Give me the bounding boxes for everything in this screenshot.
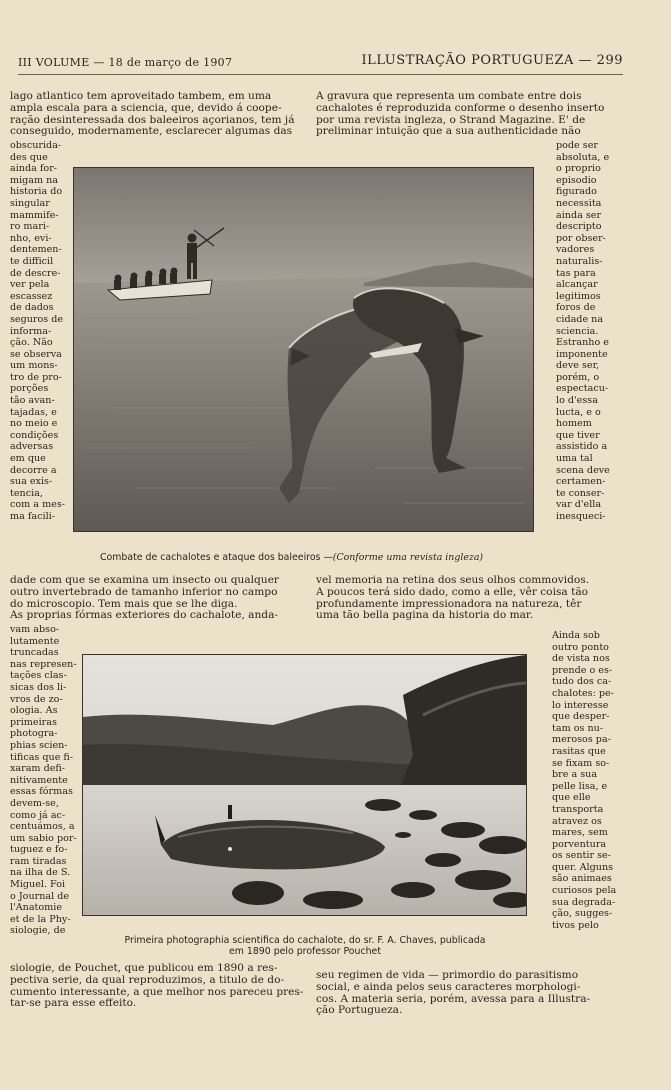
text-line: ração desinteressada dos baleeiros açorianos, tem já bbox=[10, 113, 295, 126]
text-line: tão avan- bbox=[10, 395, 55, 407]
text-line: vel memoria na retina dos seus olhos commovidos. bbox=[316, 574, 590, 586]
text-line: episodio bbox=[556, 174, 597, 186]
text-line: tajadas, e bbox=[10, 406, 57, 418]
text-line: que tiver bbox=[556, 429, 600, 441]
text-line: com a mes- bbox=[10, 499, 66, 511]
page-header bbox=[18, 52, 623, 75]
text-line: uma tal bbox=[556, 453, 593, 465]
text-line: o Journal de bbox=[10, 890, 70, 902]
text-line: As proprias fórmas exteriores do cachalote, anda- bbox=[10, 609, 278, 622]
text-line: nitivamente bbox=[10, 774, 68, 786]
text-line: mares, sem bbox=[552, 827, 608, 839]
text-line: deve ser, bbox=[556, 360, 600, 372]
whale-combat-illustration bbox=[73, 167, 534, 532]
text-line: cos. A materia seria, porém, avessa para a Illustra- bbox=[316, 992, 591, 1005]
text-line: inesqueci- bbox=[556, 511, 606, 522]
text-line: des que bbox=[10, 151, 48, 163]
text-line: tar-se para esse effeito. bbox=[10, 997, 137, 1010]
text-line: transporta bbox=[552, 803, 604, 815]
text-line: na ilha de S. bbox=[10, 867, 71, 879]
text-line: cumento interessante, a que melhor nos pareceu pres- bbox=[10, 985, 304, 998]
figure2-caption-line2: em 1890 pelo professor Pouchet bbox=[228, 946, 382, 957]
text-line: quer. Alguns bbox=[552, 861, 614, 873]
text-line: dade com que se examina um insecto ou qualquer bbox=[10, 574, 279, 586]
left-narrow-column bbox=[10, 140, 65, 523]
text-line: outro invertebrado de tamanho inferior no campo bbox=[10, 585, 278, 598]
text-line: ainda ser bbox=[556, 209, 602, 221]
text-line: descripto bbox=[556, 221, 602, 233]
text-line: um mons- bbox=[10, 360, 58, 372]
text-line: essas fórmas bbox=[10, 786, 73, 798]
right-column-top bbox=[316, 91, 616, 138]
text-line: lo d'essa bbox=[556, 395, 598, 407]
text-line: devem-se, bbox=[10, 797, 59, 809]
text-line: tuguez e fo- bbox=[10, 844, 68, 856]
text-line: singular bbox=[10, 197, 50, 209]
text-line: truncadas bbox=[10, 647, 59, 659]
text-line: social, e ainda pelos seus caracteres morphologi- bbox=[316, 980, 581, 993]
text-line: no meio e bbox=[10, 418, 58, 430]
text-line: conseguido, modernamente, esclarecer algumas das bbox=[10, 125, 293, 138]
text-line: vam abso- bbox=[10, 624, 60, 635]
text-line: te difficil bbox=[10, 255, 54, 267]
text-line: do microscopio. Tem mais que se lhe diga. bbox=[10, 597, 238, 610]
text-line: centuámos, a bbox=[10, 821, 75, 833]
right-narrow-column-2 bbox=[552, 630, 618, 931]
text-line: nas represen- bbox=[10, 658, 77, 670]
text-line: que desper- bbox=[552, 711, 610, 723]
text-line: tencia, bbox=[10, 487, 43, 499]
text-line: adversas bbox=[10, 441, 54, 453]
text-line: te conser- bbox=[556, 487, 605, 499]
text-line: sicas dos li- bbox=[10, 681, 67, 693]
text-line: pectiva serie, da qual reproduzimos, a titulo de do- bbox=[10, 973, 285, 986]
text-line: ma facili- bbox=[10, 511, 55, 522]
text-line: figurado bbox=[556, 186, 597, 198]
text-line: tro de pro- bbox=[10, 371, 62, 383]
text-line: lucta, e o bbox=[556, 406, 601, 418]
text-line: os sentir se- bbox=[552, 850, 611, 862]
text-line: prende o es- bbox=[552, 664, 613, 676]
text-line: tas para bbox=[556, 267, 596, 279]
text-line: naturalis- bbox=[556, 255, 603, 267]
text-line: mammife- bbox=[10, 209, 59, 221]
text-line: seguros de bbox=[10, 313, 64, 325]
text-line: sua exis- bbox=[10, 476, 53, 488]
text-line: var d'ella bbox=[556, 499, 602, 511]
text-line: scena deve bbox=[556, 464, 610, 476]
text-line: absoluta, e bbox=[556, 151, 610, 163]
left-column-top bbox=[10, 91, 298, 138]
text-line: sua degrada- bbox=[552, 896, 616, 908]
text-line: de descre- bbox=[10, 267, 61, 279]
text-line: em que bbox=[10, 453, 46, 465]
text-line: ampla escala para a sciencia, que, devido á coope- bbox=[10, 101, 282, 114]
text-line: alcançar bbox=[556, 279, 598, 291]
text-line: certamen- bbox=[556, 476, 606, 488]
text-line: seu regimen de vida — primordio do parasitismo bbox=[316, 969, 579, 981]
header-volume-date: III VOLUME — 18 de março de 1907 bbox=[18, 56, 233, 69]
text-line: vros de zo- bbox=[10, 693, 63, 705]
text-line: pelle lisa, e bbox=[552, 780, 608, 792]
text-line: se fixam so- bbox=[552, 757, 610, 769]
text-line: ologia. As bbox=[10, 705, 58, 717]
text-line: ver pela bbox=[10, 279, 50, 291]
left-column-mid bbox=[10, 575, 298, 622]
text-line: migam na bbox=[10, 174, 59, 186]
left-column-bottom bbox=[10, 963, 315, 1010]
text-line: lo interesse bbox=[552, 699, 609, 711]
figure1-caption-source: (Conforme uma revista ingleza) bbox=[332, 552, 484, 563]
text-line: bre a sua bbox=[552, 769, 598, 781]
right-column-mid bbox=[316, 575, 616, 622]
text-line: uma tão bella pagina da historia do mar. bbox=[316, 609, 534, 622]
text-line: A gravura que representa um combate entre dois bbox=[316, 90, 582, 102]
text-line: porções bbox=[10, 383, 49, 395]
text-line: cidade na bbox=[556, 313, 604, 325]
text-line: que elle bbox=[552, 792, 591, 804]
text-line: pode ser bbox=[556, 140, 598, 151]
text-line: profundamente impressionadora na natureza, têr bbox=[316, 597, 582, 610]
text-line: condições bbox=[10, 429, 59, 441]
text-line: por obser- bbox=[556, 232, 606, 244]
figure2-caption-line1: Primeira photographia scientifica do cachalote, do sr. F. A. Chaves, publicada bbox=[124, 935, 486, 946]
text-line: porém, o bbox=[556, 371, 600, 383]
text-line: ção, sugges- bbox=[552, 908, 613, 920]
text-line: são animaes bbox=[552, 873, 612, 885]
text-line: tivos pelo bbox=[552, 919, 599, 931]
text-line: historia do bbox=[10, 186, 63, 198]
text-line: siologie, de bbox=[10, 925, 66, 937]
text-line: tudo dos ca- bbox=[552, 676, 612, 688]
text-line: preliminar intuição que a sua authenticidade não bbox=[316, 125, 581, 138]
text-line: merosos pa- bbox=[552, 734, 611, 746]
text-line: decorre a bbox=[10, 464, 57, 476]
text-line: ram tiradas bbox=[10, 855, 67, 867]
text-line: de vista nos bbox=[552, 653, 610, 665]
text-line: cachalotes é reproduzida conforme o desenho inserto bbox=[316, 101, 605, 114]
text-line: et de la Phy- bbox=[10, 913, 71, 925]
text-line: informa- bbox=[10, 325, 52, 337]
text-line: tam os nu- bbox=[552, 722, 604, 734]
text-line: ainda for- bbox=[10, 163, 58, 175]
text-line: tificas que fi- bbox=[10, 751, 74, 763]
beached-whale-photograph bbox=[82, 654, 527, 916]
text-line: espectacu- bbox=[556, 383, 609, 395]
text-line: se observa bbox=[10, 348, 62, 360]
text-line: phias scien- bbox=[10, 739, 68, 751]
left-narrow-column-2 bbox=[10, 624, 77, 937]
text-line: tações clas- bbox=[10, 670, 67, 682]
text-line: ro mari- bbox=[10, 221, 50, 233]
figure1-caption bbox=[100, 552, 550, 563]
text-line: lutamente bbox=[10, 635, 60, 647]
figure2-caption bbox=[90, 935, 520, 957]
text-line: curiosos pela bbox=[552, 885, 617, 897]
text-line: lago atlantico tem aproveitado tambem, em uma bbox=[10, 90, 272, 102]
text-line: Miguel. Foi bbox=[10, 879, 66, 891]
text-line: assistido a bbox=[556, 441, 608, 453]
text-line: siologie, de Pouchet, que publicou em 1890 a res- bbox=[10, 962, 278, 974]
text-line: photogra- bbox=[10, 728, 58, 740]
text-line: foros de bbox=[556, 302, 596, 314]
right-column-bottom bbox=[316, 970, 616, 1017]
header-publication-title: ILLUSTRAÇÃO PORTUGUEZA — 299 bbox=[361, 53, 623, 68]
text-line: xaram defi- bbox=[10, 763, 66, 775]
text-line: imponente bbox=[556, 348, 608, 360]
text-line: outro ponto bbox=[552, 641, 609, 653]
text-line: necessita bbox=[556, 197, 602, 209]
text-line: Ainda sob bbox=[552, 630, 600, 641]
text-line: atravez os bbox=[552, 815, 602, 827]
text-line: vadores bbox=[556, 244, 595, 256]
text-line: primeiras bbox=[10, 716, 57, 728]
text-line: por uma revista ingleza, o Strand Magazine. E' de bbox=[316, 113, 586, 126]
text-line: sciencia. bbox=[556, 325, 599, 337]
text-line: legitimos bbox=[556, 290, 601, 302]
text-line: A poucos terá sido dado, como a elle, vêr coisa tão bbox=[316, 585, 589, 598]
text-line: o proprio bbox=[556, 163, 601, 175]
text-line: Estranho e bbox=[556, 337, 609, 349]
text-line: escassez bbox=[10, 290, 53, 302]
text-line: dentemen- bbox=[10, 244, 62, 256]
text-line: de dados bbox=[10, 302, 54, 314]
text-line: nho, evi- bbox=[10, 232, 52, 244]
text-line: obscurida- bbox=[10, 140, 62, 151]
text-line: chalotes: pe- bbox=[552, 687, 614, 699]
text-line: porventura bbox=[552, 838, 607, 850]
right-narrow-column bbox=[556, 140, 618, 523]
text-line: homem bbox=[556, 418, 592, 430]
text-line: ção. Não bbox=[10, 337, 53, 349]
text-line: um sabio por- bbox=[10, 832, 77, 844]
text-line: como já ac- bbox=[10, 809, 66, 821]
figure1-caption-text: Combate de cachalotes e ataque dos baleeiros — bbox=[100, 552, 333, 563]
text-line: l'Anatomie bbox=[10, 902, 63, 914]
text-line: rasitas que bbox=[552, 745, 606, 757]
text-line: ção Portugueza. bbox=[316, 1004, 403, 1017]
